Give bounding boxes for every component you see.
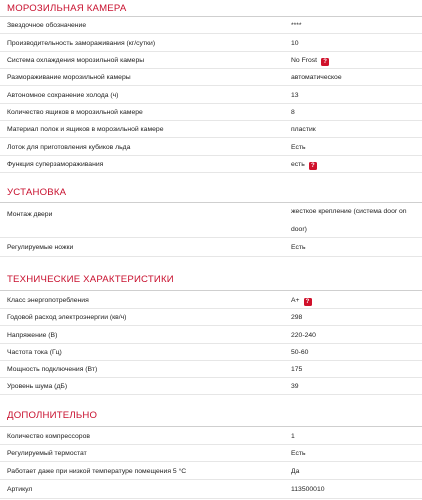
spec-label: Класс энергопотребления [7,297,89,304]
spec-label: Материал полок и ящиков в морозильной камере [7,126,164,133]
spec-value: 175 [291,366,303,373]
spec-label: Напряжение (В) [7,332,58,339]
spec-value: 1 [291,433,295,440]
spec-value-text: есть [291,161,305,168]
spec-label: Работает даже при низкой температуре помещения 5 °C [7,468,187,475]
spec-value: Есть [291,450,306,457]
spec-label: Количество компрессоров [7,433,90,440]
spec-value-text: No Frost [291,57,318,64]
spec-row-cold-retention [0,86,422,104]
spec-value [291,297,312,306]
spec-row-star-rating [0,17,422,34]
spec-value: 298 [291,314,303,321]
spec-label: Функция суперзамораживания [7,161,104,168]
spec-value: 50-60 [291,349,309,356]
help-icon[interactable]: ? [321,58,329,66]
spec-row-cooling-system [0,52,422,69]
spec-value: 13 [291,92,299,99]
spec-label: Звездочное обозначение [7,22,87,29]
spec-row-super-freeze [0,156,422,173]
spec-label: Мощность подключения (Вт) [7,366,98,373]
section-title-tech: ТЕХНИЧЕСКИЕ ХАРАКТЕРИСТИКИ [7,274,174,285]
spec-value: 113500010 [291,486,325,493]
spec-label: Годовой расход электроэнергии (кв/ч) [7,314,127,321]
spec-row-low-temp [0,462,422,480]
spec-row-drawer-count [0,104,422,121]
help-icon[interactable]: ? [309,162,317,170]
spec-label: Регулируемый термостат [7,450,87,457]
spec-row-voltage [0,326,422,344]
section-title-install: УСТАНОВКА [7,187,67,198]
spec-label: Система охлаждения морозильной камеры [7,57,145,64]
spec-row-ice-tray [0,138,422,156]
spec-row-article [0,480,422,499]
spec-label: Уровень шума (дБ) [7,383,68,390]
spec-value: Да [291,468,300,475]
spec-label: Монтаж двери [7,211,53,218]
spec-value [291,57,329,66]
spec-row-power [0,361,422,378]
spec-label: Размораживание морозильной камеры [7,74,131,81]
spec-label: Лоток для приготовления кубиков льда [7,144,131,151]
spec-label: Регулируемые ножки [7,244,74,251]
spec-value: автоматическое [291,74,342,81]
spec-value: 220-240 [291,332,316,339]
spec-value: 10 [291,40,299,47]
spec-row-adjustable-feet [0,238,422,257]
section-title-extra: ДОПОЛНИТЕЛЬНО [7,410,98,421]
spec-value: **** [291,22,302,29]
spec-row-energy-class [0,291,422,309]
spec-row-thermostat [0,445,422,462]
spec-row-defrost [0,69,422,86]
spec-value: Есть [291,244,306,251]
spec-value-text: A+ [291,297,300,304]
spec-row-annual-energy [0,309,422,326]
section-title-freezer: МОРОЗИЛЬНАЯ КАМЕРА [7,3,127,14]
spec-label: Автономное сохранение холода (ч) [7,92,119,99]
spec-row-compressors [0,427,422,445]
spec-row-door-mount [0,203,422,238]
spec-label: Количество ящиков в морозильной камере [7,109,143,116]
spec-row-shelf-material [0,121,422,138]
spec-label: Производительность замораживания (кг/сутки) [7,40,156,47]
spec-row-freezing-capacity [0,34,422,52]
spec-value: пластик [291,126,316,133]
spec-value: Есть [291,144,306,151]
spec-value [291,161,317,170]
spec-row-noise [0,378,422,395]
spec-label: Артикул [7,486,33,493]
spec-label: Частота тока (Гц) [7,349,62,356]
spec-value: жесткое крепление (система door on door) [291,208,407,233]
spec-row-frequency [0,344,422,361]
spec-value: 8 [291,109,295,116]
spec-value: 39 [291,383,299,390]
help-icon[interactable]: ? [304,298,312,306]
